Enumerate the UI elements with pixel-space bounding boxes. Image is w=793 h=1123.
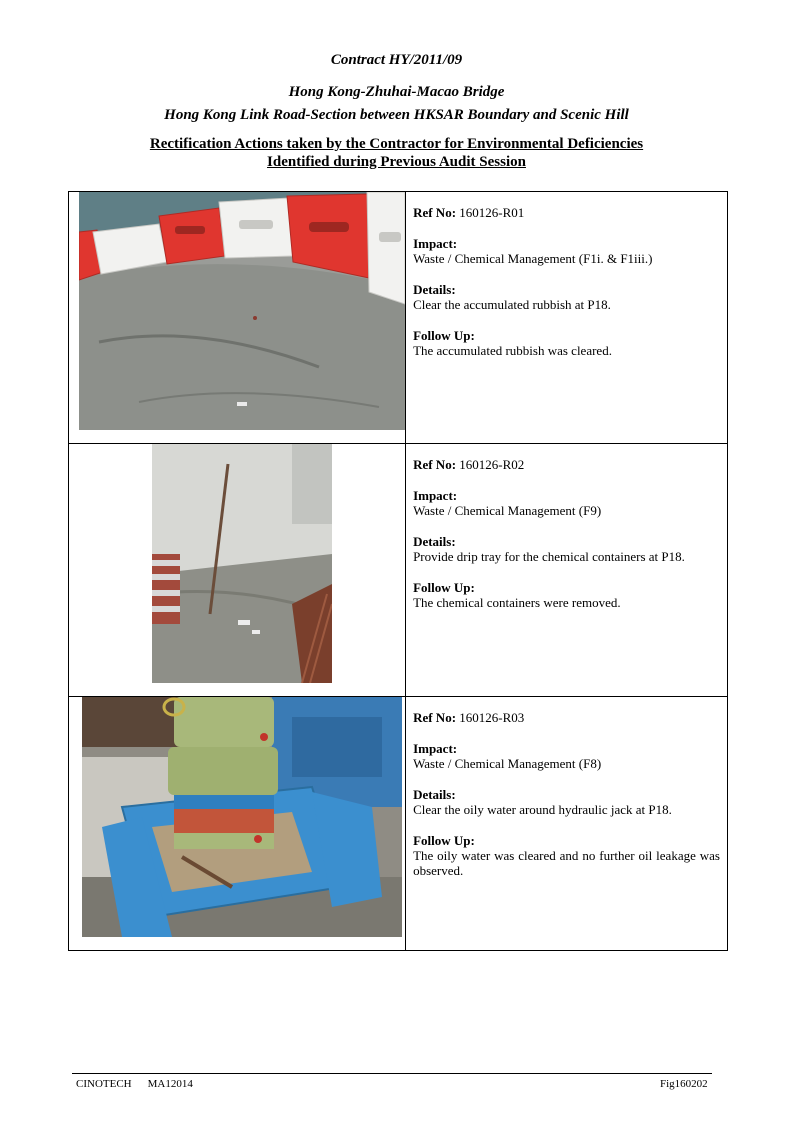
- details-label: Details:: [413, 282, 456, 297]
- table-row: [69, 192, 728, 444]
- footer-report-no: MA12014: [147, 1078, 193, 1090]
- ref-no-line: [413, 205, 720, 220]
- photo-red-white-water-barriers: [79, 192, 405, 430]
- ref-no-value: 160126-R02: [459, 457, 525, 472]
- details-value: Clear the oily water around hydraulic jack at P18.: [413, 802, 672, 817]
- ref-no-line: [413, 457, 720, 472]
- ref-no-value: 160126-R01: [459, 205, 525, 220]
- section-heading-line1: Rectification Actions taken by the Contractor for Environmental Deficiencies: [149, 136, 644, 152]
- ref-no-label: Ref No:: [413, 205, 457, 220]
- photo-cell: [69, 444, 406, 697]
- impact-label: Impact:: [413, 488, 458, 503]
- table-row: [69, 697, 728, 951]
- table-row: [69, 444, 728, 697]
- footer-company: CINOTECH: [76, 1078, 132, 1090]
- follow-up-label: Follow Up:: [413, 580, 475, 595]
- details-label: Details:: [413, 787, 456, 802]
- ref-no-line: [413, 710, 720, 725]
- details-label: Details:: [413, 534, 456, 549]
- ref-no-label: Ref No:: [413, 710, 457, 725]
- record-text-cell: [406, 444, 728, 697]
- footer-figure-no: Fig160202: [660, 1078, 708, 1090]
- project-title-line2: Hong Kong Link Road-Section between HKSAR Boundary and Scenic Hill: [164, 107, 629, 123]
- footer-left: [76, 1078, 193, 1090]
- photo-cell: [69, 697, 406, 951]
- photo-concrete-pier-base: [152, 444, 332, 683]
- impact-value: Waste / Chemical Management (F1i. & F1iii.): [413, 251, 653, 266]
- impact-label: Impact:: [413, 236, 458, 251]
- follow-up-value: The chemical containers were removed.: [413, 595, 621, 610]
- details-value: Clear the accumulated rubbish at P18.: [413, 297, 611, 312]
- photo-cell: [69, 192, 406, 444]
- record-text-cell: [406, 192, 728, 444]
- follow-up-value: The oily water was cleared and no further oil leakage was observed.: [413, 848, 720, 878]
- details-value: Provide drip tray for the chemical containers at P18.: [413, 549, 685, 564]
- project-title-line1: Hong Kong-Zhuhai-Macao Bridge: [288, 84, 505, 100]
- impact-label: Impact:: [413, 741, 458, 756]
- ref-no-label: Ref No:: [413, 457, 457, 472]
- footer-divider: [72, 1073, 712, 1074]
- contract-title: Contract HY/2011/09: [330, 52, 463, 68]
- impact-value: Waste / Chemical Management (F9): [413, 503, 602, 518]
- follow-up-label: Follow Up:: [413, 328, 475, 343]
- photo-hydraulic-jack: [82, 697, 402, 937]
- ref-no-value: 160126-R03: [459, 710, 525, 725]
- impact-value: Waste / Chemical Management (F8): [413, 756, 602, 771]
- section-heading-line2: Identified during Previous Audit Session: [267, 154, 526, 170]
- rectification-table: [68, 191, 728, 951]
- record-text-cell: [406, 697, 728, 951]
- follow-up-value: The accumulated rubbish was cleared.: [413, 343, 612, 358]
- follow-up-label: Follow Up:: [413, 833, 475, 848]
